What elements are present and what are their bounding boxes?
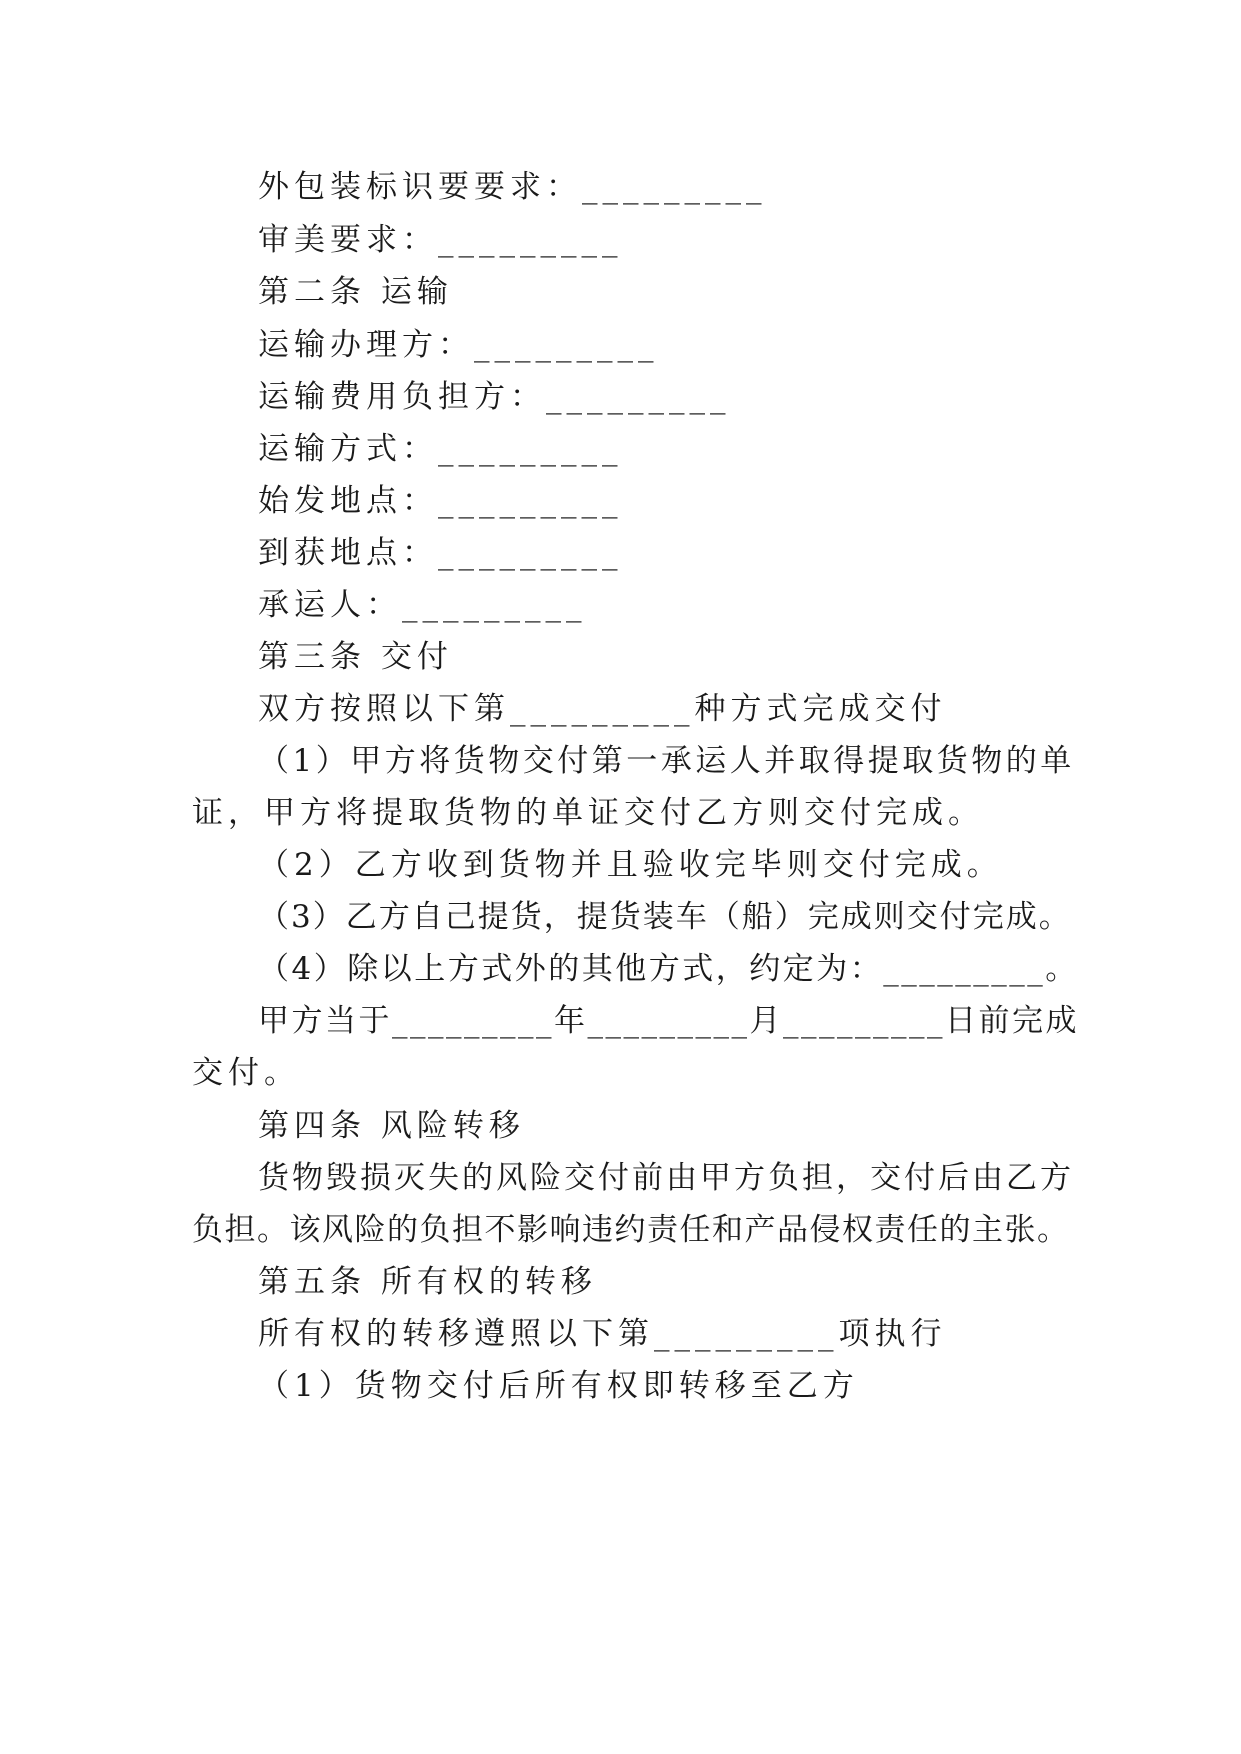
delivery-option-3: （3）乙方自己提货，提货装车（船）完成则交付完成。 [258,899,1072,935]
risk-transfer-line-2: 负担。该风险的负担不影响违约责任和产品侵权责任的主张。 [192,1212,1070,1248]
article-3-heading: 第三条 交付 [258,639,453,675]
delivery-deadline-line-2: 交付。 [192,1055,300,1091]
packaging-label-requirement: 外包装标识要要求：_________ [258,169,767,205]
aesthetic-requirement: 审美要求：_________ [258,222,623,258]
arrival-location: 到获地点：_________ [258,535,623,571]
delivery-option-1-line-1: （1）甲方将货物交付第一承运人并取得提取货物的单 [258,743,1075,779]
delivery-option-1-line-2: 证，甲方将提取货物的单证交付乙方则交付完成。 [192,795,984,831]
article-2-heading: 第二条 运输 [258,274,453,310]
article-4-heading: 第四条 风险转移 [258,1108,525,1144]
risk-transfer-line-1: 货物毁损灭失的风险交付前由甲方负担，交付后由乙方 [258,1160,1074,1196]
delivery-method-choice: 双方按照以下第_________种方式完成交付 [258,691,947,727]
delivery-option-4: （4）除以上方式外的其他方式，约定为：_________。 [258,951,1079,987]
transport-handler: 运输办理方：_________ [258,327,659,363]
delivery-option-2: （2）乙方收到货物并且验收完毕则交付完成。 [258,847,1003,883]
ownership-transfer-choice: 所有权的转移遵照以下第_________项执行 [258,1316,947,1352]
transport-cost-bearer: 运输费用负担方：_________ [258,379,731,415]
ownership-option-1: （1）货物交付后所有权即转移至乙方 [258,1368,859,1404]
carrier: 承运人：_________ [258,587,587,623]
article-5-heading: 第五条 所有权的转移 [258,1264,597,1300]
departure-location: 始发地点：_________ [258,483,623,519]
delivery-deadline-line-1: 甲方当于_________年_________月_________日前完成 [258,1003,1079,1039]
transport-method: 运输方式：_________ [258,431,623,467]
